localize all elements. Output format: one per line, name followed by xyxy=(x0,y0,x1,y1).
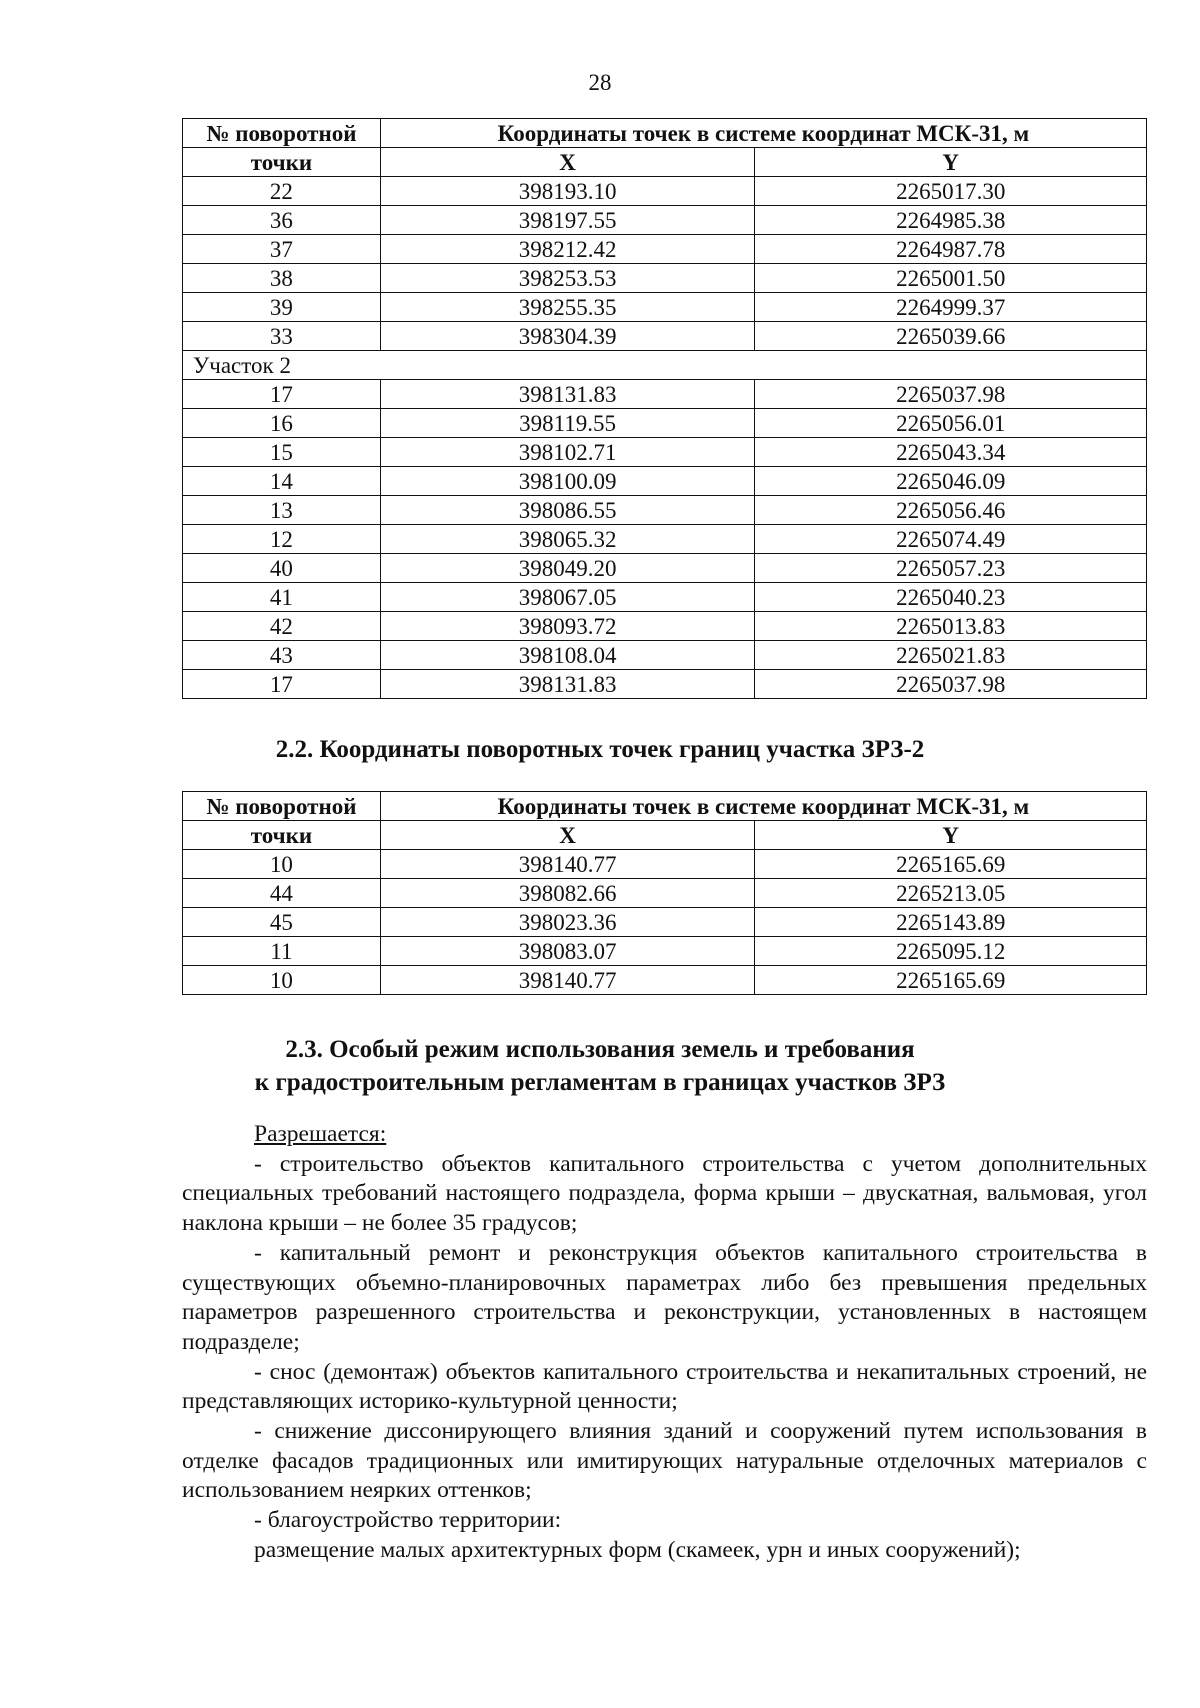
table-row xyxy=(183,850,1147,879)
cell-point: 22 xyxy=(183,177,381,206)
section-heading-2-3 xyxy=(0,1033,1200,1099)
cell-x: 398197.55 xyxy=(380,206,755,235)
section-heading-2-3-line2: к градостроительным регламентам в границах участков ЗРЗ xyxy=(254,1069,946,1096)
cell-x: 398082.66 xyxy=(380,879,755,908)
cell-point: 16 xyxy=(183,409,381,438)
section-label: Участок 2 xyxy=(183,351,1147,380)
cell-y: 2265040.23 xyxy=(755,583,1147,612)
cell-point: 43 xyxy=(183,641,381,670)
paragraph: - благоустройство территории: xyxy=(254,1507,562,1534)
table-row xyxy=(183,322,1147,351)
cell-y: 2265046.09 xyxy=(755,467,1147,496)
cell-point: 12 xyxy=(183,525,381,554)
table-row xyxy=(183,409,1147,438)
cell-x: 398093.72 xyxy=(380,612,755,641)
header-point-no-cont: точки xyxy=(183,821,381,850)
cell-point: 36 xyxy=(183,206,381,235)
coordinates-table-2 xyxy=(182,791,1147,995)
table-2-body xyxy=(183,850,1147,995)
table-row xyxy=(183,264,1147,293)
table-row xyxy=(183,525,1147,554)
cell-y: 2265056.01 xyxy=(755,409,1147,438)
cell-y: 2265165.69 xyxy=(755,850,1147,879)
table-row xyxy=(183,937,1147,966)
cell-x: 398193.10 xyxy=(380,177,755,206)
table-row xyxy=(183,612,1147,641)
table-row xyxy=(183,293,1147,322)
table-row xyxy=(183,177,1147,206)
cell-x: 398131.83 xyxy=(380,380,755,409)
cell-y: 2265001.50 xyxy=(755,264,1147,293)
cell-point: 11 xyxy=(183,937,381,966)
header-point-no: № поворотной xyxy=(183,119,381,148)
table-row xyxy=(183,467,1147,496)
cell-y: 2265213.05 xyxy=(755,879,1147,908)
cell-y: 2265095.12 xyxy=(755,937,1147,966)
cell-point: 17 xyxy=(183,670,381,699)
table-header-row xyxy=(183,148,1147,177)
cell-point: 42 xyxy=(183,612,381,641)
allowed-label: Разрешается: xyxy=(254,1121,387,1147)
table-1-section xyxy=(183,351,1147,380)
cell-x: 398108.04 xyxy=(380,641,755,670)
cell-x: 398140.77 xyxy=(380,850,755,879)
cell-x: 398023.36 xyxy=(380,908,755,937)
cell-x: 398086.55 xyxy=(380,496,755,525)
cell-point: 10 xyxy=(183,850,381,879)
table-row xyxy=(183,206,1147,235)
cell-y: 2264999.37 xyxy=(755,293,1147,322)
cell-point: 33 xyxy=(183,322,381,351)
paragraph: - капитальный ремонт и реконструкция объектов капитального строительства в существующих объемно-планировочных параметрах либо без превышения предельных параметров разрешенного строительства и реконструкции, установленных в настоящем подразделе; xyxy=(182,1239,1147,1355)
section-row xyxy=(183,351,1147,380)
cell-point: 38 xyxy=(183,264,381,293)
cell-point: 10 xyxy=(183,966,381,995)
cell-y: 2265074.49 xyxy=(755,525,1147,554)
header-coords-title: Координаты точек в системе координат МСК-31, м xyxy=(380,792,1146,821)
page-number: 28 xyxy=(588,70,612,95)
table-header-row xyxy=(183,792,1147,821)
cell-y: 2265013.83 xyxy=(755,612,1147,641)
cell-point: 45 xyxy=(183,908,381,937)
cell-y: 2265021.83 xyxy=(755,641,1147,670)
cell-point: 41 xyxy=(183,583,381,612)
paragraph-last: размещение малых архитектурных форм (скамеек, урн и иных сооружений); xyxy=(254,1536,1021,1563)
regulations-text xyxy=(182,1120,1147,1566)
table-1-part-2 xyxy=(183,380,1147,699)
cell-x: 398102.71 xyxy=(380,438,755,467)
cell-x: 398067.05 xyxy=(380,583,755,612)
section-heading-2-2: 2.2. Координаты поворотных точек границ участка ЗРЗ-2 xyxy=(275,736,925,763)
cell-x: 398065.32 xyxy=(380,525,755,554)
table-row xyxy=(183,554,1147,583)
cell-point: 40 xyxy=(183,554,381,583)
cell-point: 37 xyxy=(183,235,381,264)
coordinates-table-1 xyxy=(182,118,1147,699)
header-point-no: № поворотной xyxy=(183,792,381,821)
header-y: Y xyxy=(755,821,1147,850)
cell-y: 2265037.98 xyxy=(755,380,1147,409)
cell-x: 398212.42 xyxy=(380,235,755,264)
cell-y: 2265039.66 xyxy=(755,322,1147,351)
cell-point: 39 xyxy=(183,293,381,322)
cell-x: 398253.53 xyxy=(380,264,755,293)
cell-y: 2265056.46 xyxy=(755,496,1147,525)
cell-y: 2265057.23 xyxy=(755,554,1147,583)
section-heading-2-3-line1: 2.3. Особый режим использования земель и требования xyxy=(285,1036,915,1063)
paragraph: - снос (демонтаж) объектов капитального строительства и некапитальных строений, не представляющих историко-культурной ценности; xyxy=(182,1358,1147,1415)
table-row xyxy=(183,670,1147,699)
cell-x: 398119.55 xyxy=(380,409,755,438)
cell-x: 398140.77 xyxy=(380,966,755,995)
cell-y: 2265037.98 xyxy=(755,670,1147,699)
cell-y: 2264985.38 xyxy=(755,206,1147,235)
cell-y: 2264987.78 xyxy=(755,235,1147,264)
table-row xyxy=(183,966,1147,995)
table-row xyxy=(183,380,1147,409)
cell-x: 398083.07 xyxy=(380,937,755,966)
header-y: Y xyxy=(755,148,1147,177)
header-x: X xyxy=(380,821,755,850)
header-x: X xyxy=(380,148,755,177)
cell-x: 398131.83 xyxy=(380,670,755,699)
cell-y: 2265043.34 xyxy=(755,438,1147,467)
cell-x: 398100.09 xyxy=(380,467,755,496)
table-row xyxy=(183,583,1147,612)
table-row xyxy=(183,879,1147,908)
table-1-part-1 xyxy=(183,177,1147,351)
cell-y: 2265017.30 xyxy=(755,177,1147,206)
table-row xyxy=(183,235,1147,264)
header-point-no-cont: точки xyxy=(183,148,381,177)
cell-point: 44 xyxy=(183,879,381,908)
table-header-row xyxy=(183,821,1147,850)
cell-point: 13 xyxy=(183,496,381,525)
paragraph: - строительство объектов капитального строительства с учетом дополнительных специальных требований настоящего подраздела, форма крыши – двускатная, вальмовая, угол наклона крыши – не более 35 градусов; xyxy=(182,1150,1147,1237)
cell-y: 2265143.89 xyxy=(755,908,1147,937)
table-row xyxy=(183,908,1147,937)
cell-point: 17 xyxy=(183,380,381,409)
cell-x: 398049.20 xyxy=(380,554,755,583)
table-row xyxy=(183,641,1147,670)
table-row xyxy=(183,496,1147,525)
table-header-row xyxy=(183,119,1147,148)
cell-point: 15 xyxy=(183,438,381,467)
cell-y: 2265165.69 xyxy=(755,966,1147,995)
paragraph: - снижение диссонирующего влияния зданий и сооружений путем использования в отделке фасадов традиционных или имитирующих натуральные отделочных материалов с использованием неярких оттенков; xyxy=(182,1418,1147,1504)
table-row xyxy=(183,438,1147,467)
cell-point: 14 xyxy=(183,467,381,496)
cell-x: 398304.39 xyxy=(380,322,755,351)
cell-x: 398255.35 xyxy=(380,293,755,322)
header-coords-title: Координаты точек в системе координат МСК-31, м xyxy=(380,119,1146,148)
